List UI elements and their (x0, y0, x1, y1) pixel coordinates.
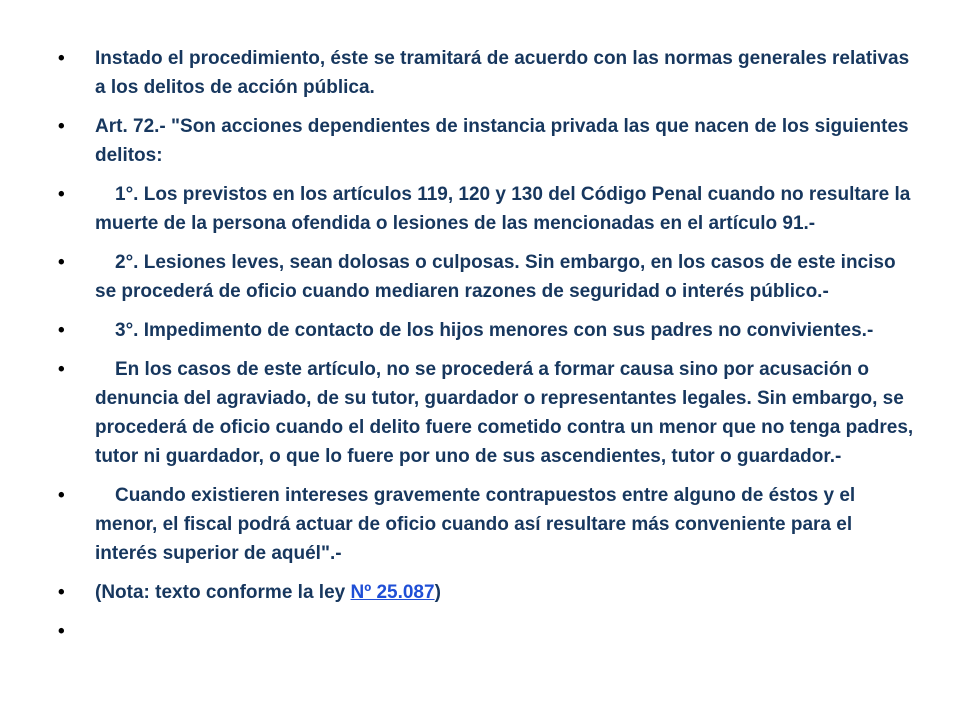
bullet-dot: • (58, 359, 65, 380)
bullet-dot: • (58, 582, 65, 603)
list-item (58, 248, 918, 306)
bullet-dot: • (58, 485, 65, 506)
bullet-dot: • (58, 48, 65, 69)
list-item-text: 3°. Impedimento de contacto de los hijos menores con sus padres no convivientes.- (115, 320, 874, 341)
list-item (58, 180, 918, 238)
bullet-dot: • (58, 116, 65, 137)
note-item (58, 578, 918, 607)
note-suffix: ) (434, 582, 441, 603)
list-item-text: 1°. Los previstos en los artículos 119, 120 y 130 del Código Penal cuando no resultare la muerte de la persona ofendida o lesiones de las mencionadas en el artículo 91.- (95, 184, 911, 234)
bullet-dot: • (58, 184, 65, 205)
list-item (58, 44, 918, 102)
list-item-text: Art. 72.- "Son acciones dependientes de instancia privada las que nacen de los siguientes delitos: (95, 116, 909, 166)
list-item (58, 481, 918, 568)
list-item-text: Instado el procedimiento, éste se tramitará de acuerdo con las normas generales relativas a los delitos de acción pública. (95, 48, 910, 98)
slide-content (58, 44, 918, 642)
bullet-dot: • (58, 252, 65, 273)
note-prefix: (Nota: texto conforme la ley (95, 582, 351, 603)
bullet-dot: • (58, 320, 65, 341)
list-item (58, 112, 918, 170)
bullet-dot: • (58, 621, 65, 642)
bullet-list (58, 44, 918, 642)
list-item-text: En los casos de este artículo, no se procederá a formar causa sino por acusación o denuncia del agraviado, de su tutor, guardador o representantes legales. Sin embargo, se procederá de oficio cuando el delito fuere cometido contra un menor que no tenga padres, tutor ni guardador, o que lo fuere por uno de sus ascendientes, tutor o guardador.- (95, 359, 914, 467)
law-link[interactable]: Nº 25.087 (350, 582, 435, 603)
list-item-text: Cuando existieren intereses gravemente contrapuestos entre alguno de éstos y el menor, el fiscal podrá actuar de oficio cuando así resultare más conveniente para el interés superior de aquél".- (95, 485, 856, 564)
list-item (58, 355, 918, 471)
list-item (58, 316, 918, 345)
list-item-text: 2°. Lesiones leves, sean dolosas o culposas. Sin embargo, en los casos de este inciso se procederá de oficio cuando mediaren razones de seguridad o interés público.- (95, 252, 896, 302)
